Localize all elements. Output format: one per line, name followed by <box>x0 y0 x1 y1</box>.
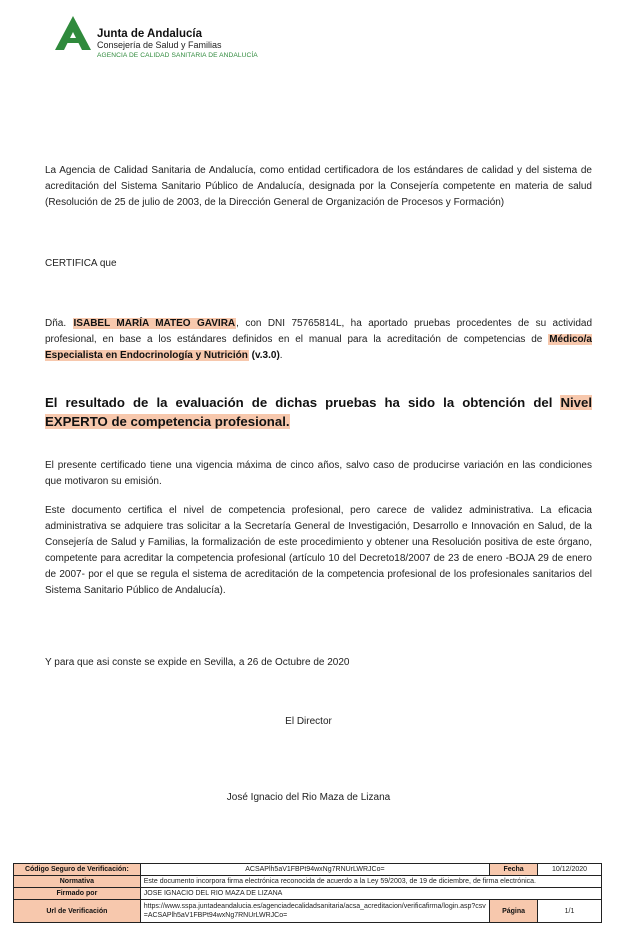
signed-label: Firmado por <box>14 888 141 900</box>
legal-paragraph: Este documento certifica el nivel de competencia profesional, pero carece de validez administrativa. La eficacia administrativa se adquiere tras solicitar a la Secretaría General de Investigación, Desarrollo e Innovación en Salud, de la Consejería de Salud y Familias, la formalización de este procedimiento y obtener una Resolución positiva de este órgano, competente para acreditar la competencia profesional (artículo 10 del Decreto18/2007 de 23 de enero -BOJA 29 de enero de 2007- por el que se regula el sistema de acreditación de la competencia profesional de los profesionales sanitarios del Sistema Sanitario Público de Andalucía). <box>45 505 592 596</box>
signer-role: El Director <box>285 716 332 727</box>
table-row <box>14 876 602 888</box>
date-label: Fecha <box>490 864 538 876</box>
result-text: El resultado de la evaluación de dichas pruebas ha sido la obtención del <box>45 395 561 410</box>
table-row <box>14 864 602 876</box>
certifies-line: CERTIFICA que <box>45 258 117 269</box>
date-value: 10/12/2020 <box>538 864 602 876</box>
manual-version: (v.3.0) <box>251 350 280 361</box>
competence-manual: Médico/a Especialista en Endocrinología y Nutrición <box>45 334 592 361</box>
org-name: Junta de Andalucía <box>97 28 203 40</box>
department-name: Consejería de Salud y Familias <box>97 40 222 50</box>
logo-text <box>97 28 258 60</box>
csv-label: Código Seguro de Verificación: <box>14 864 141 876</box>
holder-prefix: Dña. <box>45 318 67 329</box>
signer-name: José Ignacio del Rio Maza de Lizana <box>226 792 391 803</box>
agency-name: AGENCIA DE CALIDAD SANITARIA DE ANDALUCÍA <box>97 52 258 59</box>
result-statement <box>45 393 592 431</box>
issued-line: Y para que asi conste se expide en Sevilla, a 26 de Octubre de 2020 <box>45 657 350 668</box>
holder-text-1: , con DNI 75765814L, ha aportado pruebas procedentes de su actividad profesional, en base a los estándares definidos en el manual para la acreditación de competencias de <box>45 318 593 345</box>
intro-paragraph: La Agencia de Calidad Sanitaria de Andalucía, como entidad certificadora de los estándares de calidad y del sistema de acreditación del Sistema Sanitario Público de Andalucía, designada por la Consejería competente en materia de salud (Resolución de 25 de julio de 2003, de la Dirección General de Organización de Procesos y Formación) <box>45 165 592 208</box>
csv-value: ACSAPlh5aV1FBPt94wxNg7RNUrLWRJCo= <box>140 864 489 876</box>
junta-andalucia-logo <box>55 14 265 64</box>
verification-url[interactable]: https://www.sspa.juntadeandalucia.es/agenciadecalidadsanitaria/acsa_acreditacion/verificafirma/login.asp?csv=ACSAPlh5aV1FBPt94wxNg7RNUrLWRJCo= <box>140 900 489 923</box>
page-label: Página <box>490 900 538 923</box>
table-row <box>14 888 602 900</box>
validity-paragraph: El presente certificado tiene una vigencia máxima de cinco años, salvo caso de producirse variación en las condiciones que motivaron su emisión. <box>45 460 592 487</box>
url-label: Url de Verificación <box>14 900 141 923</box>
page-value: 1/1 <box>538 900 602 923</box>
verification-table <box>13 863 602 923</box>
holder-text-2: . <box>279 350 283 361</box>
holder-name: ISABEL MARÍA MATEO GAVIRA <box>73 318 236 329</box>
norm-value: Este documento incorpora firma electrónica reconocida de acuerdo a la Ley 59/2003, de 19 de diciembre, de firma electrónica. <box>140 876 601 888</box>
holder-paragraph <box>45 316 592 364</box>
table-row <box>14 900 602 923</box>
junta-logo-icon <box>55 16 91 50</box>
norm-label: Normativa <box>14 876 141 888</box>
result-level: Nivel EXPERTO de competencia profesional. <box>45 395 592 429</box>
signed-value: JOSE IGNACIO DEL RIO MAZA DE LIZANA <box>140 888 601 900</box>
